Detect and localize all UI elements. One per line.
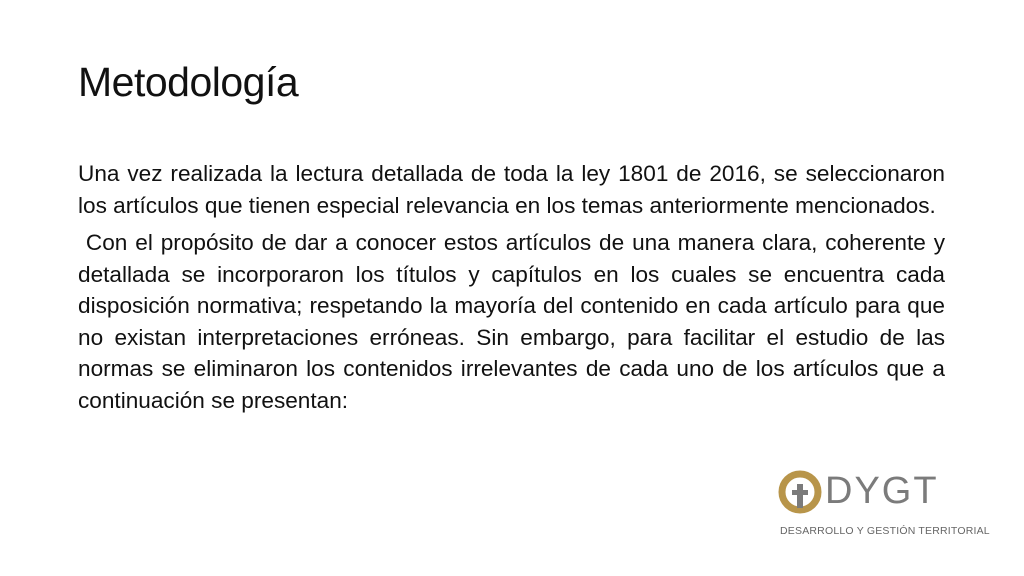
slide-title: Metodología — [78, 59, 299, 105]
logo-tagline: DESARROLLO Y GESTIÓN TERRITORIAL — [780, 525, 990, 537]
paragraph-2-text: Con el propósito de dar a conocer estos artículos de una manera clara, coherente y detallada se incorporaron los títulos y capítulos en los cuales se encuentra cada disposición normativa; respetando la mayoría del contenido en cada artículo para que no existan interpretaciones erróneas. Sin embargo, para facilitar el estudio de las normas se eliminaron los contenidos irrelevantes de cada uno de los artículos que a continuación se presentan: — [78, 230, 945, 413]
slide-body — [78, 158, 945, 422]
logo-letters: DYGT — [825, 470, 939, 512]
dygt-logo — [778, 470, 990, 542]
logo-emblem-icon — [778, 470, 824, 516]
paragraph-1: Una vez realizada la lectura detallada de toda la ley 1801 de 2016, se seleccionaron los artículos que tienen especial relevancia en los temas anteriormente mencionados. — [78, 161, 945, 218]
paragraph-2 — [78, 227, 945, 416]
